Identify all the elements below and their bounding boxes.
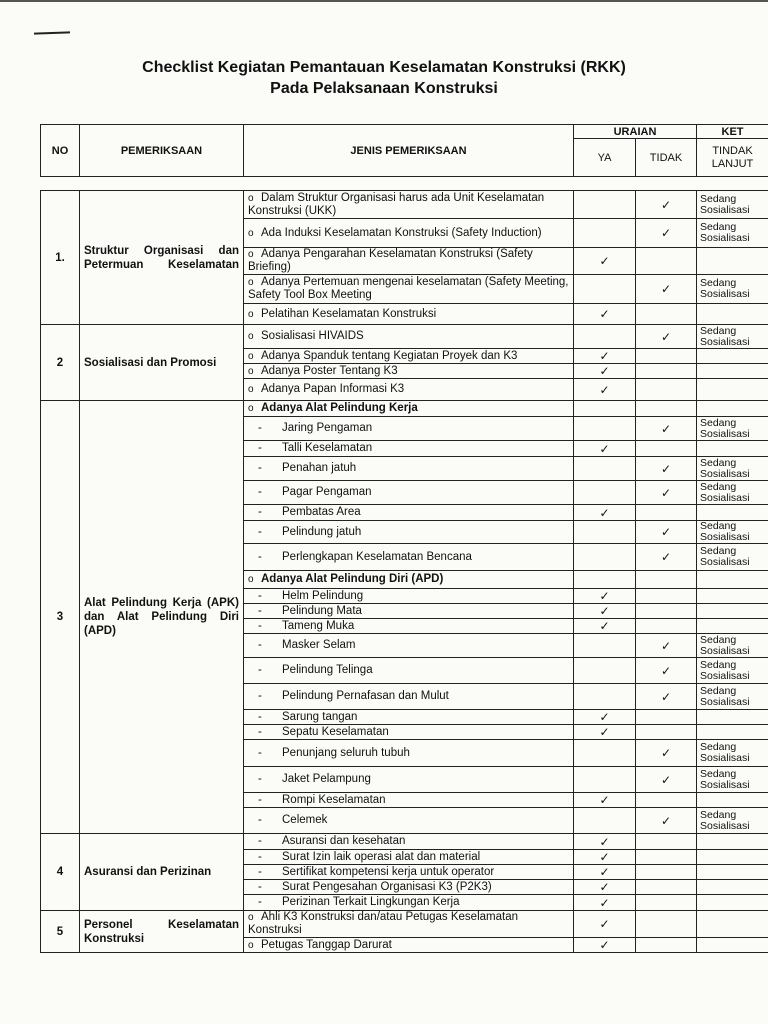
ket-tindak-lanjut [697,505,768,521]
section-number: 2 [41,325,80,401]
ya-check-mark-icon: ✓ [574,589,636,604]
ket-tindak-lanjut: Sedang Sosialisasi [697,457,768,481]
ket-tindak-lanjut [697,589,768,604]
ya-check-mark-icon: ✓ [574,349,636,364]
ket-tindak-lanjut [697,911,768,938]
item-cell [244,710,574,725]
item-text: Adanya Alat Pelindung Kerja [261,402,418,414]
ya-check-mark-icon: ✓ [574,938,636,953]
item-cell [244,895,574,911]
header-tindak-lanjut: TINDAK LANJUT [697,139,768,177]
circle-bullet-icon: o [248,574,254,585]
dash-bullet-icon: - [258,462,262,474]
table-row [41,401,768,417]
item-text: Talli Keselamatan [282,442,373,454]
ya-check-mark-icon: ✓ [574,880,636,895]
ket-tindak-lanjut [697,793,768,808]
section-number: 4 [41,834,80,911]
ya-check-mark-icon: ✓ [574,850,636,865]
header-ya: YA [574,139,636,177]
tidak-check-mark-icon [636,604,697,619]
ya-check-mark-icon: ✓ [574,379,636,401]
ket-tindak-lanjut [697,364,768,379]
ya-check-mark-icon: ✓ [574,895,636,911]
ket-tindak-lanjut [697,619,768,634]
tidak-check-mark-icon [636,895,697,911]
item-text: Pagar Pengaman [282,486,372,498]
circle-bullet-icon: o [248,308,254,320]
ket-tindak-lanjut: Sedang Sosialisasi [697,634,768,658]
item-cell [244,364,574,379]
header-uraian: URAIAN [574,125,697,139]
item-cell [244,767,574,793]
ket-tindak-lanjut: Sedang Sosialisasi [697,658,768,684]
tidak-check-mark-icon [636,571,697,589]
table-row [41,325,768,349]
item-text: Surat Izin laik operasi alat dan material [282,850,481,863]
ket-tindak-lanjut: Sedang Sosialisasi [697,417,768,441]
ya-check-mark-icon: ✓ [574,865,636,880]
section-title: Asuransi dan Perizinan [80,834,244,911]
dash-bullet-icon: - [258,814,262,826]
item-cell [244,248,574,275]
item-text: Sosialisasi HIVAIDS [261,330,364,342]
tidak-check-mark-icon [636,911,697,938]
circle-bullet-icon: o [248,384,254,395]
tidak-check-mark-icon: ✓ [636,417,697,441]
tidak-check-mark-icon [636,725,697,740]
ket-tindak-lanjut: Sedang Sosialisasi [697,521,768,544]
ya-check-mark-icon: ✓ [574,710,636,725]
header-ket: KET [697,125,768,139]
tidak-check-mark-icon [636,248,697,275]
dash-bullet-icon: - [258,746,262,759]
item-text: Perizinan Terkait Lingkungan Kerja [282,896,460,908]
tidak-check-mark-icon: ✓ [636,325,697,349]
item-cell [244,658,574,684]
tidak-check-mark-icon [636,304,697,325]
circle-bullet-icon: o [248,227,254,239]
tidak-check-mark-icon [636,619,697,634]
ya-check-mark-icon: ✓ [574,604,636,619]
item-text: Adanya Poster Tentang K3 [261,364,398,377]
dash-bullet-icon: - [258,793,262,806]
item-cell [244,521,574,544]
dash-bullet-icon: - [258,710,262,723]
item-cell [244,325,574,349]
item-cell [244,725,574,740]
circle-bullet-icon: o [248,403,254,414]
section-number: 5 [41,911,80,953]
item-cell [244,571,574,589]
item-text: Pelindung Mata [282,604,362,617]
item-cell [244,589,574,604]
ya-check-mark-icon: ✓ [574,834,636,850]
ya-check-mark-icon [574,275,636,304]
item-text: Helm Pelindung [282,589,364,602]
item-cell [244,457,574,481]
section-number: 3 [41,401,80,834]
tidak-check-mark-icon [636,850,697,865]
ya-check-mark-icon [574,481,636,505]
circle-bullet-icon: o [248,331,254,342]
item-cell [244,684,574,710]
ya-check-mark-icon [574,191,636,219]
ya-check-mark-icon [574,808,636,834]
item-cell [244,275,574,304]
dash-bullet-icon: - [258,835,262,847]
tidak-check-mark-icon [636,880,697,895]
table-row [41,911,768,938]
item-text: Asuransi dan kesehatan [282,835,406,847]
item-cell [244,880,574,895]
tidak-check-mark-icon: ✓ [636,457,697,481]
item-cell [244,619,574,634]
ket-tindak-lanjut [697,725,768,740]
section-title: Alat Pelindung Kerja (APK) dan Alat Pelindung Diri (APD) [80,401,244,834]
item-cell [244,634,574,658]
section-title: Personel Keselamatan Konstruksi [80,911,244,953]
dash-bullet-icon: - [258,896,262,908]
item-cell [244,740,574,767]
header-jenis-pemeriksaan: JENIS PEMERIKSAAN [244,125,574,177]
item-text: Adanya Pengarahan Keselamatan Konstruksi (Safety Briefing) [248,248,533,273]
item-cell [244,544,574,571]
ket-tindak-lanjut: Sedang Sosialisasi [697,808,768,834]
header-tidak: TIDAK [636,139,697,177]
item-text: Adanya Pertemuan mengenai keselamatan (Safety Meeting, Safety Tool Box Meeting [248,276,569,301]
ya-check-mark-icon: ✓ [574,725,636,740]
ya-check-mark-icon: ✓ [574,364,636,379]
item-text: Penahan jatuh [282,462,357,474]
tidak-check-mark-icon [636,505,697,521]
ket-tindak-lanjut: Sedang Sosialisasi [697,481,768,505]
ket-tindak-lanjut: Sedang Sosialisasi [697,325,768,349]
item-cell [244,304,574,325]
dash-bullet-icon: - [258,525,262,538]
item-text: Surat Pengesahan Organisasi K3 (P2K3) [282,880,492,893]
item-text: Adanya Alat Pelindung Diri (APD) [261,573,444,585]
tidak-check-mark-icon: ✓ [636,740,697,767]
tidak-check-mark-icon: ✓ [636,808,697,834]
tidak-check-mark-icon [636,793,697,808]
item-text: Jaring Pengaman [282,422,373,434]
tidak-check-mark-icon: ✓ [636,634,697,658]
circle-bullet-icon: o [248,939,254,951]
item-text: Perlengkapan Keselamatan Bencana [282,550,472,563]
header-pemeriksaan: PEMERIKSAAN [80,125,244,177]
ket-tindak-lanjut: Sedang Sosialisasi [697,740,768,767]
tidak-check-mark-icon: ✓ [636,275,697,304]
item-text: Pelatihan Keselamatan Konstruksi [261,307,437,320]
ket-tindak-lanjut [697,401,768,417]
table-row [41,834,768,850]
circle-bullet-icon: o [248,249,254,260]
item-text: Petugas Tanggap Darurat [261,938,392,951]
item-cell [244,604,574,619]
ket-tindak-lanjut [697,349,768,364]
tidak-check-mark-icon: ✓ [636,481,697,505]
pen-mark [34,31,70,34]
ket-tindak-lanjut: Sedang Sosialisasi [697,684,768,710]
dash-bullet-icon: - [258,850,262,863]
dash-bullet-icon: - [258,880,262,893]
dash-bullet-icon: - [258,865,262,878]
ya-check-mark-icon: ✓ [574,911,636,938]
ket-tindak-lanjut: Sedang Sosialisasi [697,275,768,304]
item-cell [244,219,574,248]
item-cell [244,379,574,401]
table-header [40,124,768,177]
ya-check-mark-icon: ✓ [574,793,636,808]
ya-check-mark-icon [574,325,636,349]
ya-check-mark-icon: ✓ [574,441,636,457]
ya-check-mark-icon [574,658,636,684]
item-text: Penunjang seluruh tubuh [282,746,410,759]
ya-check-mark-icon [574,571,636,589]
item-cell [244,911,574,938]
ket-tindak-lanjut [697,379,768,401]
ya-check-mark-icon [574,684,636,710]
tidak-check-mark-icon [636,349,697,364]
ya-check-mark-icon: ✓ [574,304,636,325]
ket-tindak-lanjut [697,248,768,275]
document-subtitle: Pada Pelaksanaan Konstruksi [270,80,498,97]
section-title: Sosialisasi dan Promosi [80,325,244,401]
dash-bullet-icon: - [258,442,262,454]
dash-bullet-icon: - [258,690,262,702]
item-cell [244,834,574,850]
document-title: Checklist Kegiatan Pemantauan Keselamatan Konstruksi (RKK) [142,59,626,76]
item-cell [244,793,574,808]
tidak-check-mark-icon: ✓ [636,767,697,793]
circle-bullet-icon: o [248,192,254,204]
item-text: Tameng Muka [282,619,355,632]
item-text: Sepatu Keselamatan [282,725,389,738]
dash-bullet-icon: - [258,589,262,602]
item-cell [244,441,574,457]
item-cell [244,191,574,219]
ya-check-mark-icon [574,767,636,793]
dash-bullet-icon: - [258,422,262,434]
ket-tindak-lanjut [697,304,768,325]
tidak-check-mark-icon [636,441,697,457]
item-cell [244,349,574,364]
item-text: Pembatas Area [282,506,361,518]
item-cell [244,938,574,953]
tidak-check-mark-icon [636,364,697,379]
dash-bullet-icon: - [258,664,262,676]
ket-tindak-lanjut [697,880,768,895]
dash-bullet-icon: - [258,619,262,632]
dash-bullet-icon: - [258,604,262,617]
dash-bullet-icon: - [258,486,262,498]
dash-bullet-icon: - [258,725,262,738]
ket-tindak-lanjut: Sedang Sosialisasi [697,767,768,793]
item-text: Pelindung Telinga [282,664,373,676]
tidak-check-mark-icon [636,834,697,850]
ket-tindak-lanjut: Sedang Sosialisasi [697,544,768,571]
ya-check-mark-icon: ✓ [574,619,636,634]
item-text: Sertifikat kompetensi kerja untuk operator [282,865,495,878]
ya-check-mark-icon: ✓ [574,248,636,275]
item-text: Adanya Papan Informasi K3 [261,383,405,395]
ya-check-mark-icon [574,401,636,417]
dash-bullet-icon: - [258,506,262,518]
ya-check-mark-icon [574,740,636,767]
ket-tindak-lanjut [697,865,768,880]
item-cell [244,865,574,880]
ya-check-mark-icon [574,521,636,544]
ket-tindak-lanjut: Sedang Sosialisasi [697,191,768,219]
circle-bullet-icon: o [248,365,254,377]
tidak-check-mark-icon [636,865,697,880]
ket-tindak-lanjut [697,710,768,725]
tidak-check-mark-icon [636,589,697,604]
circle-bullet-icon: o [248,350,254,362]
item-cell [244,808,574,834]
item-cell [244,481,574,505]
dash-bullet-icon: - [258,550,262,563]
dash-bullet-icon: - [258,773,262,785]
ket-tindak-lanjut: Sedang Sosialisasi [697,219,768,248]
item-cell [244,401,574,417]
ya-check-mark-icon [574,219,636,248]
ya-check-mark-icon [574,457,636,481]
ya-check-mark-icon [574,544,636,571]
ket-tindak-lanjut [697,834,768,850]
circle-bullet-icon: o [248,277,254,288]
tidak-check-mark-icon: ✓ [636,219,697,248]
dash-bullet-icon: - [258,639,262,651]
item-text: Ada Induksi Keselamatan Konstruksi (Safety Induction) [261,226,542,239]
ket-tindak-lanjut [697,938,768,953]
tidak-check-mark-icon: ✓ [636,658,697,684]
section-title: Struktur Organisasi dan Petermuan Keselamatan [80,191,244,325]
ket-tindak-lanjut [697,571,768,589]
item-text: Adanya Spanduk tentang Kegiatan Proyek dan K3 [261,349,518,362]
tidak-check-mark-icon: ✓ [636,684,697,710]
item-text: Dalam Struktur Organisasi harus ada Unit Keselamatan Konstruksi (UKK) [248,191,545,217]
item-text: Masker Selam [282,639,356,651]
header-no: NO [41,125,80,177]
ket-tindak-lanjut [697,441,768,457]
section-number: 1. [41,191,80,325]
tidak-check-mark-icon: ✓ [636,521,697,544]
item-text: Sarung tangan [282,710,358,723]
item-cell [244,505,574,521]
ket-tindak-lanjut [697,604,768,619]
item-text: Rompi Keselamatan [282,793,386,806]
scan-edge-line [0,0,768,2]
tidak-check-mark-icon [636,938,697,953]
item-text: Pelindung jatuh [282,525,362,538]
ya-check-mark-icon [574,634,636,658]
item-cell [244,417,574,441]
ya-check-mark-icon [574,417,636,441]
checklist-table [40,190,768,953]
ya-check-mark-icon: ✓ [574,505,636,521]
table-row [41,191,768,219]
ket-tindak-lanjut [697,895,768,911]
ket-tindak-lanjut [697,850,768,865]
tidak-check-mark-icon: ✓ [636,191,697,219]
item-text: Ahli K3 Konstruksi dan/atau Petugas Keselamatan Konstruksi [248,911,518,936]
tidak-check-mark-icon [636,379,697,401]
item-text: Jaket Pelampung [282,773,371,785]
tidak-check-mark-icon: ✓ [636,544,697,571]
tidak-check-mark-icon [636,401,697,417]
circle-bullet-icon: o [248,912,254,923]
tidak-check-mark-icon [636,710,697,725]
item-cell [244,850,574,865]
item-text: Celemek [282,814,328,826]
item-text: Pelindung Pernafasan dan Mulut [282,690,449,702]
